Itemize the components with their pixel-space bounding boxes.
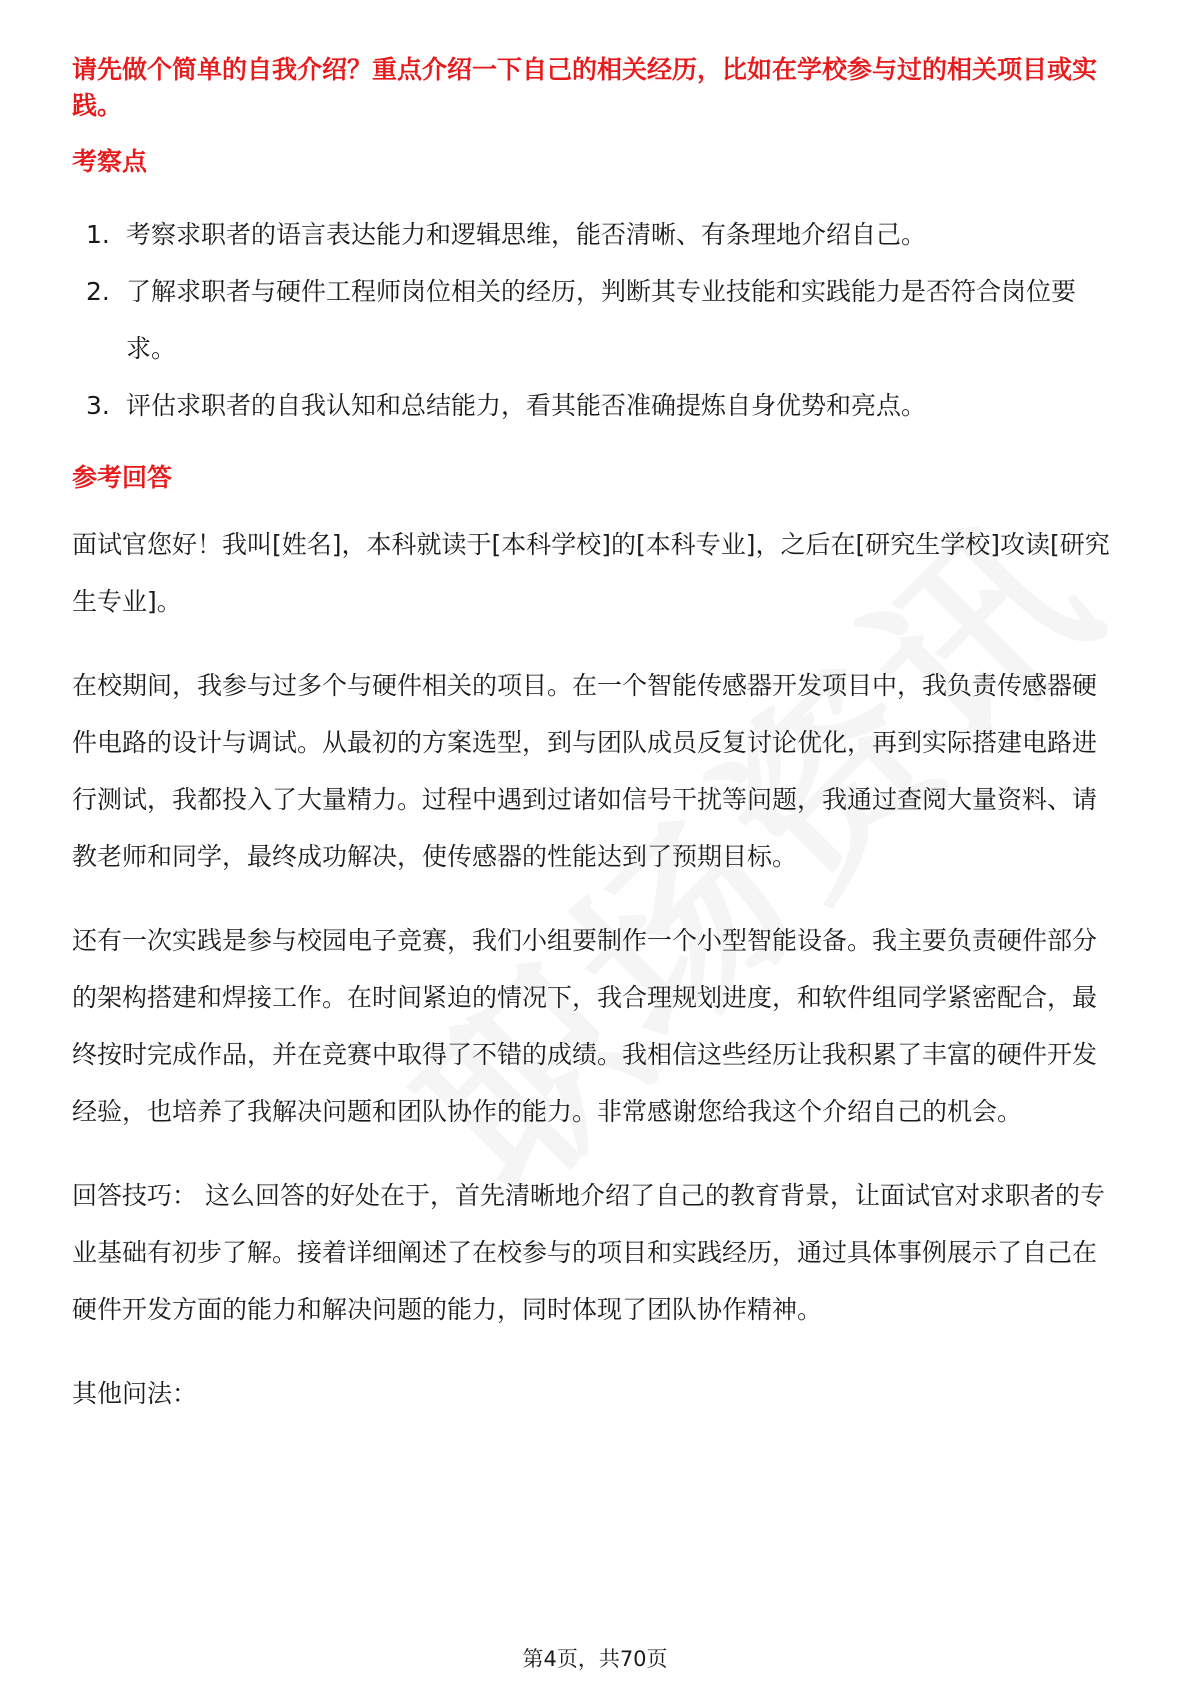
assessment-point	[72, 206, 1118, 263]
assessment-point	[72, 377, 1118, 434]
heading-huida: 参考回答	[72, 463, 173, 492]
point-text: 了解求职者与硬件工程师岗位相关的经历，判断其专业技能和实践能力是否符合岗位要求。	[126, 277, 1077, 363]
assessment-point	[72, 263, 1118, 377]
question-title: 请先做个简单的自我介绍？重点介绍一下自己的相关经历，比如在学校参与过的相关项目或实践。	[72, 55, 1098, 120]
point-number: 2.	[86, 277, 110, 306]
page-footer: 第4页，共70页	[522, 1647, 668, 1671]
answer-paragraph: 面试官您好！我叫[姓名]，本科就读于[本科学校]的[本科专业]，之后在[研究生学校]攻读[研究生专业]。	[72, 530, 1110, 616]
assessment-points-list	[72, 206, 1118, 434]
point-number: 3.	[86, 391, 110, 420]
heading-kaocha: 考察点	[72, 147, 148, 176]
point-number: 1.	[86, 220, 110, 249]
point-text: 考察求职者的语言表达能力和逻辑思维，能否清晰、有条理地介绍自己。	[126, 220, 927, 249]
other-phrasings-label: 其他问法：	[72, 1379, 198, 1408]
answer-tips: 回答技巧： 这么回答的好处在于，首先清晰地介绍了自己的教育背景，让面试官对求职者的专业基础有初步了解。接着详细阐述了在校参与的项目和实践经历，通过具体事例展示了自己在硬件开发方面的能力和解决问题的能力，同时体现了团队协作精神。	[72, 1181, 1105, 1324]
answer-paragraph: 还有一次实践是参与校园电子竞赛，我们小组要制作一个小型智能设备。我主要负责硬件部分的架构搭建和焊接工作。在时间紧迫的情况下，我合理规划进度，和软件组同学紧密配合，最终按时完成作品，并在竞赛中取得了不错的成绩。我相信这些经历让我积累了丰富的硬件开发经验，也培养了我解决问题和团队协作的能力。非常感谢您给我这个介绍自己的机会。	[72, 926, 1098, 1126]
document-page	[72, 52, 1118, 1422]
answer-paragraph: 在校期间，我参与过多个与硬件相关的项目。在一个智能传感器开发项目中，我负责传感器硬件电路的设计与调试。从最初的方案选型，到与团队成员反复讨论优化，再到实际搭建电路进行测试，我都投入了大量精力。过程中遇到过诸如信号干扰等问题，我通过查阅大量资料、请教老师和同学，最终成功解决，使传感器的性能达到了预期目标。	[72, 671, 1098, 871]
point-text: 评估求职者的自我认知和总结能力，看其能否准确提炼自身优势和亮点。	[126, 391, 927, 420]
